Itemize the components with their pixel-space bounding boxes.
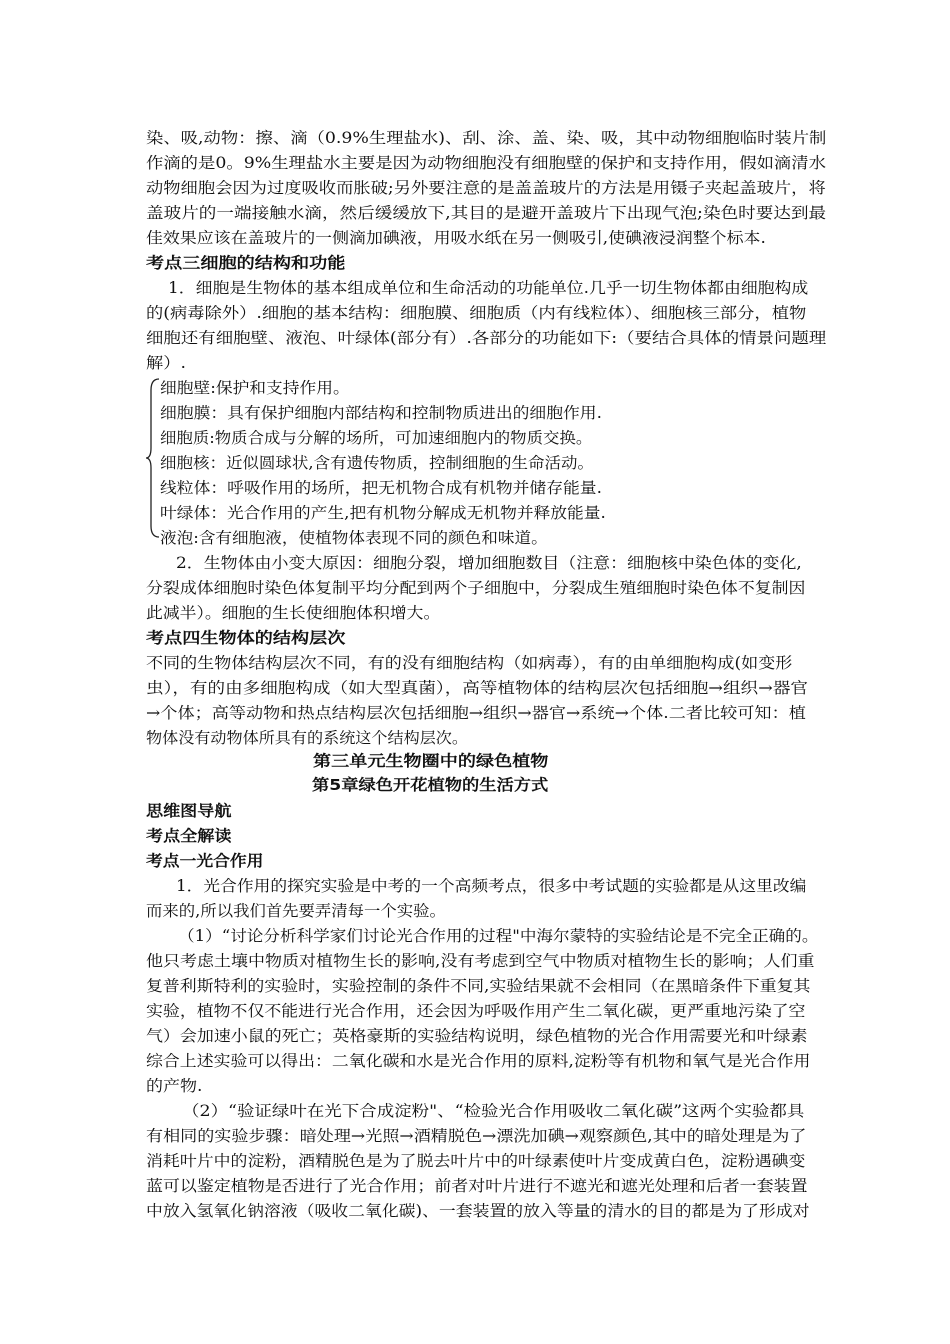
text-line: 佳效果应该在盖玻片的一侧滴加碘液，用吸水纸在另一侧吸引,使碘液浸润整个标本. (146, 229, 766, 247)
text-line: 细胞膜：具有保护细胞内部结构和控制物质进出的细胞作用. (160, 404, 602, 422)
text-line: 细胞还有细胞壁、液泡、叶绿体(部分有）.各部分的功能如下:（要结合具体的情景问题理 (146, 329, 827, 347)
section-heading: 考点一光合作用 (146, 852, 264, 870)
text-line: 的(病毒除外）.细胞的基本结构：细胞膜、细胞质（内有线粒体）、细胞核三部分，植物 (146, 304, 807, 322)
text-line: 综合上述实验可以得出：二氧化碳和水是光合作用的原料,淀粉等有机物和氧气是光合作用 (146, 1052, 811, 1070)
text-line: 解）. (146, 354, 186, 372)
text-line: 气）会加速小鼠的死亡；英格豪斯的实验结构说明，绿色植物的光合作用需要光和叶绿素 (146, 1027, 808, 1045)
text-line: 不同的生物体结构层次不同，有的没有细胞结构（如病毒），有的由单细胞构成(如变形 (146, 654, 793, 672)
text-line: （2）“验证绿叶在光下合成淀粉"、“检验光合作用吸收二氧化碳”这两个实验都具 (182, 1102, 805, 1120)
text-line: 细胞核：近似圆球状,含有遗传物质，控制细胞的生命活动。 (160, 454, 594, 472)
text-line: 他只考虑土壤中物质对植物生长的影响,没有考虑到空气中物质对植物生长的影响；人们重 (146, 952, 815, 970)
text-line: 动物细胞会因为过度吸收而胀破;另外要注意的是盖盖玻片的方法是用镊子夹起盖玻片，将 (146, 179, 826, 197)
text-line: 分裂成体细胞时染色体复制平均分配到两个子细胞中，分裂成生殖细胞时染色体不复制因 (146, 579, 806, 597)
text-line: （1）“讨论分析科学家们讨论光合作用的过程"中海尔蒙特的实验结论是不完全正确的。 (178, 927, 819, 945)
brace-bracket (146, 378, 160, 538)
text-line: 细胞壁:保护和支持作用。 (160, 379, 350, 397)
text-line: 实验，植物不仅不能进行光合作用，还会因为呼吸作用产生二氧化碳，更严重地污染了空 (146, 1002, 806, 1020)
text-line: 复普利斯特利的实验时，实验控制的条件不同,实验结果就不会相同（在黑暗条件下重复其 (146, 977, 811, 995)
text-line: 2．生物体由小变大原因：细胞分裂，增加细胞数目（注意：细胞核中染色体的变化, (176, 554, 802, 572)
text-line: 中放入氢氧化钠溶液（吸收二氧化碳)、一套装置的放入等量的清水的目的都是为了形成对 (146, 1202, 810, 1220)
section-heading: 考点全解读 (146, 827, 232, 845)
text-line: →个体；高等动物和热点结构层次包括细胞→组织→器官→系统→个体.二者比较可知：植 (146, 704, 806, 722)
text-line: 1．细胞是生物体的基本组成单位和生命活动的功能单位.几乎一切生物体都由细胞构成 (168, 279, 809, 297)
text-line: 蓝可以鉴定植物是否进行了光合作用；前者对叶片进行不遮光和遮光处理和后者一套装置 (146, 1177, 808, 1195)
text-line: 液泡:含有细胞液，使植物体表现不同的颜色和味道。 (160, 529, 548, 547)
section-heading: 考点三细胞的结构和功能 (146, 254, 346, 272)
text-line: 有相同的实验步骤：暗处理→光照→酒精脱色→漂洗加碘→观察颜色,其中的暗处理是为了 (146, 1127, 807, 1145)
text-line: 线粒体：呼吸作用的场所，把无机物合成有机物并储存能量. (160, 479, 602, 497)
text-line: 叶绿体：光合作用的产生,把有机物分解成无机物并释放能量. (160, 504, 606, 522)
text-line: 作滴的是0。9%生理盐水主要是因为动物细胞没有细胞壁的保护和支持作用，假如滴清水 (146, 154, 826, 172)
text-line: 细胞质:物质合成与分解的场所，可加速细胞内的物质交换。 (160, 429, 593, 447)
section-heading: 考点四生物体的结构层次 (146, 629, 346, 647)
section-heading: 第三单元生物圈中的绿色植物 (313, 752, 549, 770)
text-line: 物体没有动物体所具有的系统这个结构层次。 (146, 729, 469, 747)
text-line: 的产物. (146, 1077, 203, 1095)
section-heading: 思维图导航 (146, 802, 232, 820)
text-line: 消耗叶片中的淀粉，酒精脱色是为了脱去叶片中的叶绿素使叶片变成黄白色，淀粉遇碘变 (146, 1152, 806, 1170)
text-line: 盖玻片的一端接触水滴，然后缓缓放下,其目的是避开盖玻片下出现气泡;染色时要达到最 (146, 204, 827, 222)
text-line: 虫），有的由多细胞构成（如大型真菌），高等植物体的结构层次包括细胞→组织→器官 (146, 679, 809, 697)
section-heading: 第5章绿色开花植物的生活方式 (312, 776, 549, 794)
text-line: 此减半）。细胞的生长使细胞体积增大。 (146, 604, 441, 622)
text-line: 染、吸,动物：擦、滴（0.9%生理盐水)、刮、涂、盖、染、吸，其中动物细胞临时装片制 (146, 129, 827, 147)
text-line: 而来的,所以我们首先要弄清每一个实验。 (146, 902, 446, 920)
text-line: 1．光合作用的探究实验是中考的一个高频考点，很多中考试题的实验都是从这里改编 (176, 877, 807, 895)
